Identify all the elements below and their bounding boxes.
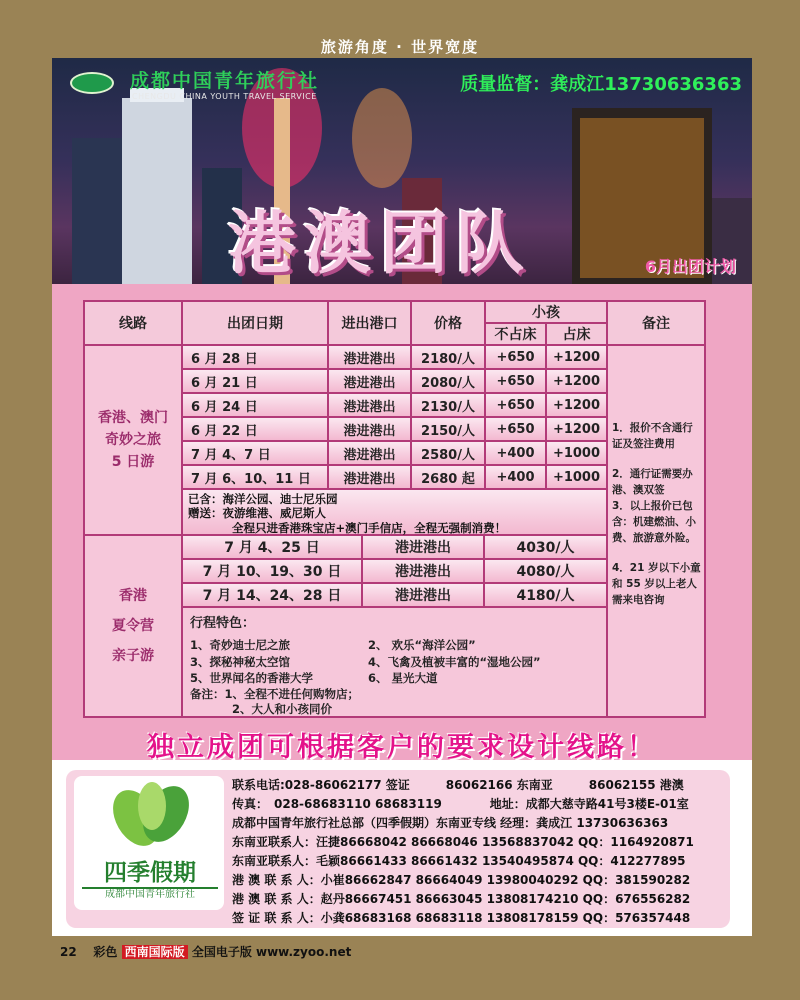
child-with-bed-price: +1200 bbox=[546, 393, 607, 417]
contact-line: 签 证 联 系 人：小龚68683168 68683118 13808178159 QQ：576357448 bbox=[232, 911, 691, 925]
child-with-bed-price: +1000 bbox=[546, 465, 607, 489]
tour-port: 港进港出 bbox=[328, 465, 411, 489]
gift-items: 赠送：夜游维港、威尼斯人 bbox=[188, 506, 326, 520]
camp-date: 7 月 10、19、30 日 bbox=[182, 559, 362, 583]
feature-item: 5、世界闻名的香港大学 bbox=[190, 671, 314, 685]
camp-date: 7 月 14、24、28 日 bbox=[182, 583, 362, 607]
header-no-bed: 不占床 bbox=[485, 323, 546, 345]
custom-group-banner: 独立成团可根据客户的要求设计线路！ bbox=[147, 732, 657, 763]
remark-2: 2、大人和小孩同价 bbox=[232, 702, 333, 716]
page-footer bbox=[60, 943, 351, 960]
feature-item: 2、 欢乐“海洋公园” bbox=[368, 638, 476, 652]
note-item: 3．以上报价已包含：机建燃油、小费、旅游意外险。 bbox=[612, 500, 696, 544]
route-hk-macau: 香港、澳门 奇妙之旅 5 日游 bbox=[84, 345, 182, 535]
tour-port: 港进港出 bbox=[328, 393, 411, 417]
contact-line: 港 澳 联 系 人：赵丹86667451 86663045 13808174210 QQ：676556282 bbox=[232, 892, 691, 906]
top-slogan: 旅游角度 · 世界宽度 bbox=[320, 38, 480, 56]
brand-name: 四季假期 bbox=[82, 854, 218, 889]
camp-price: 4180/人 bbox=[484, 583, 607, 607]
tour-date: 6 月 22 日 bbox=[182, 417, 328, 441]
note-item: 1．报价不含通行证及签注费用 bbox=[612, 422, 693, 450]
remark-1: 备注：1、全程不进任何购物店； bbox=[190, 687, 359, 701]
child-no-bed-price: +400 bbox=[485, 465, 546, 489]
tour-price: 2080/人 bbox=[411, 369, 485, 393]
feature-item: 6、 星光大道 bbox=[368, 671, 438, 685]
header-route: 线路 bbox=[84, 301, 182, 345]
child-with-bed-price: +1000 bbox=[546, 441, 607, 465]
tour-price: 2150/人 bbox=[411, 417, 485, 441]
contact-line: 港 澳 联 系 人：小崔86662847 86664049 13980040292 QQ：381590282 bbox=[232, 873, 691, 887]
tour-port: 港进港出 bbox=[328, 441, 411, 465]
child-no-bed-price: +650 bbox=[485, 417, 546, 441]
tour-price: 2580/人 bbox=[411, 441, 485, 465]
included-items: 已含：海洋公园、迪士尼乐园 bbox=[188, 492, 338, 506]
org-name: 成都中国青年旅行社 bbox=[130, 70, 320, 92]
camp-price: 4080/人 bbox=[484, 559, 607, 583]
tour-date: 6 月 24 日 bbox=[182, 393, 328, 417]
contact-line: 传真： 028-68683110 68683119 地址：成都大慈寺路41号3楼E-01室 bbox=[232, 797, 689, 811]
page-title: 港澳团队 bbox=[228, 205, 533, 284]
features-title: 行程特色： bbox=[190, 616, 256, 631]
header-dates: 出团日期 bbox=[182, 301, 328, 345]
feature-item: 1、奇妙迪士尼之旅 bbox=[190, 638, 291, 652]
camp-port: 港进港出 bbox=[362, 559, 484, 583]
camp-port: 港进港出 bbox=[362, 535, 484, 559]
feature-item: 4、飞禽及植被丰富的“湿地公园” bbox=[368, 655, 541, 669]
header-child: 小孩 bbox=[485, 301, 607, 323]
org-name-en: CHENGDU CHINA YOUTH TRAVEL SERVICE bbox=[132, 92, 317, 101]
header-price: 价格 bbox=[411, 301, 485, 345]
tour-price: 2180/人 bbox=[411, 345, 485, 369]
shopping-policy: 全程只进香港珠宝店+澳门手信店，全程无强制消费！ bbox=[232, 521, 507, 535]
feature-item: 3、探秘神秘太空馆 bbox=[190, 655, 291, 669]
tour-date: 7 月 6、10、11 日 bbox=[182, 465, 328, 489]
tour-date: 6 月 28 日 bbox=[182, 345, 328, 369]
child-no-bed-price: +400 bbox=[485, 441, 546, 465]
child-no-bed-price: +650 bbox=[485, 369, 546, 393]
tour-date: 6 月 21 日 bbox=[182, 369, 328, 393]
notes-list bbox=[612, 420, 702, 608]
online-edition: 全国电子版 www.zyoo.net bbox=[191, 945, 352, 959]
tour-port: 港进港出 bbox=[328, 417, 411, 441]
child-no-bed-price: +650 bbox=[485, 345, 546, 369]
route-hk-summer-camp: 香港 夏令营 亲子游 bbox=[84, 535, 182, 717]
child-with-bed-price: +1200 bbox=[546, 345, 607, 369]
color-label: 彩色 bbox=[93, 945, 118, 959]
tour-date: 7 月 4、7 日 bbox=[182, 441, 328, 465]
note-item: 4．21 岁以下小童和 55 岁以上老人需来电咨询 bbox=[612, 562, 701, 606]
contact-line: 东南亚联系人：汪捷86668042 86668046 13568837042 QQ：1164920871 bbox=[232, 835, 694, 849]
contact-line: 联系电话:028-86062177 签证 86062166 东南亚 86062155 港澳 bbox=[232, 778, 684, 792]
page-subtitle: 6月出团计划 bbox=[644, 257, 736, 276]
quality-supervisor: 质量监督：龚成江13730636363 bbox=[460, 74, 742, 95]
camp-port: 港进港出 bbox=[362, 583, 484, 607]
cyts-logo-icon bbox=[70, 72, 114, 94]
child-with-bed-price: +1200 bbox=[546, 417, 607, 441]
header-port: 进出港口 bbox=[328, 301, 411, 345]
edition-tag: 西南国际版 bbox=[122, 945, 188, 959]
brand-subtitle: 成都中国青年旅行社 bbox=[105, 889, 195, 900]
tour-port: 港进港出 bbox=[328, 345, 411, 369]
contact-line: 东南亚联系人：毛颖86661433 86661432 13540495874 QQ：412277895 bbox=[232, 854, 686, 868]
camp-price: 4030/人 bbox=[484, 535, 607, 559]
page-number: 22 bbox=[60, 945, 77, 959]
child-with-bed-price: +1200 bbox=[546, 369, 607, 393]
header-with-bed: 占床 bbox=[546, 323, 607, 345]
camp-date: 7 月 4、25 日 bbox=[182, 535, 362, 559]
leaf-logo-icon bbox=[74, 776, 224, 856]
tour-port: 港进港出 bbox=[328, 369, 411, 393]
contact-line: 成都中国青年旅行社总部（四季假期）东南亚专线 经理：龚成江 13730636363 bbox=[232, 816, 669, 830]
note-item: 2．通行证需要办港、澳双签 bbox=[612, 468, 693, 496]
header-notes: 备注 bbox=[607, 301, 705, 345]
child-no-bed-price: +650 bbox=[485, 393, 546, 417]
tour-price: 2130/人 bbox=[411, 393, 485, 417]
tour-price: 2680 起 bbox=[411, 465, 485, 489]
